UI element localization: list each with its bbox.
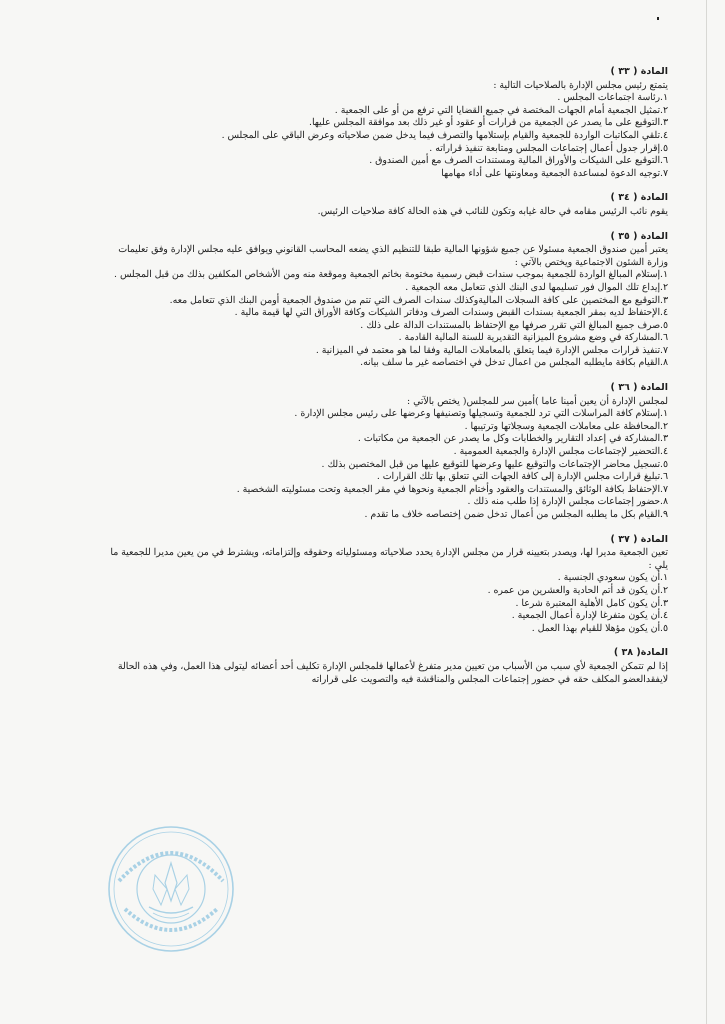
list-item: ٧.تنفيذ قرارات مجلس الإدارة فيما يتعلق بالمعاملات المالية وفقا لما هو معتمد في الميزانية .: [315, 344, 668, 356]
list-item: ٨.القيام بكافة مايطلبه المجلس من اعمال تدخل في اختصاصه غير ما سلف بيانه.: [360, 357, 668, 369]
document-body: [96, 66, 668, 698]
list-item: ٧.الإحتفاظ بكافة الوثائق والمستندات والعقود وأختام الجمعية ونحوها في مقر الجمعية وتحت مسئوليته الشخصية .: [236, 483, 668, 495]
article-heading: المادة ( ٣٤ ): [610, 192, 668, 204]
article-intro: لمجلس الإدارة أن يعين أمينا عاما )أمين سر للمجلس( يختص بالآتي :: [407, 395, 668, 407]
article-heading: المادة( ٣٨ ): [613, 647, 668, 659]
list-item: ٢.تمثيل الجمعية أمام الجهات المختصة في جميع القضايا التي ترفع من أو على الجمعية .: [334, 104, 668, 116]
list-item: ١.إستلام كافة المراسلات التي ترد للجمعية وتسجيلها وتصنيفها وعرضها على رئيس مجلس الإدارة .: [294, 408, 668, 420]
article-heading: المادة ( ٣٦ ): [610, 382, 668, 394]
article-intro: إذا لم تتمكن الجمعية لأي سبب من الأسباب من تعيين مدير متفرغ لأعمالها فلمجلس الإدارة تكليف أحد أعضائه ليتولى هذا العمل، وفي هذه الحالة لايفقدالعضو المكلف حقه في حضور إجتماعات المجلس والمناقشة فيه والتصويت على قراراته: [117, 660, 668, 685]
list-item: ١.أن يكون سعودي الجنسية .: [557, 572, 668, 584]
list-item: ٣.أن يكون كامل الأهلية المعتبرة شرعا .: [515, 597, 668, 609]
article-heading: المادة ( ٣٥ ): [610, 230, 668, 242]
list-item: ٢.أن يكون قد أتم الحادية والعشرين من عمره .: [487, 584, 668, 596]
list-item: ٣.التوقيع مع المختصين على كافة السجلات الماليةوكذلك سندات الصرف التي تتم من صندوق الجمعية أومن البنك الذي تتعامل معه.: [169, 294, 668, 306]
list-item: ٥.أن يكون مؤهلا للقيام بهذا العمل .: [531, 622, 668, 634]
article-items: [96, 408, 668, 521]
scan-speck: [657, 17, 659, 20]
list-item: ٩.القيام بكل ما يطلبه المجلس من أعمال تدخل ضمن إختصاصه خلاف ما تقدم .: [364, 509, 668, 520]
list-item: ٦.تبليغ قرارات مجلس الإدارة إلى كافة الجهات التي تتعلق بها تلك القرارات .: [376, 471, 668, 483]
article-heading: المادة ( ٣٣ ): [610, 66, 668, 77]
article-34: [96, 192, 668, 218]
article-intro: تعين الجمعية مديرا لها، ويصدر بتعيينه قرار من مجلس الإدارة يحدد صلاحياته ومسئولياته وحقوقه وإلتزاماته، ويشترط في من يعين مديرا للجمعية ما يلي :: [110, 547, 668, 571]
list-item: ٨.حضور إجتماعات مجلس الإدارة إذا طلب منه ذلك .: [467, 496, 668, 508]
article-intro: يقوم نائب الرئيس مقامه في حالة غيابه وتكون للنائب في هذه الحالة كافة صلاحيات الرئيس.: [317, 205, 668, 217]
list-item: ٣.التوقيع على ما يصدر عن الجمعية من قرارات أو عقود أو غير ذلك بعد موافقة المجلس عليها.: [308, 117, 668, 129]
article-heading: المادة ( ٣٧ ): [610, 533, 668, 545]
article-intro: يعتبر أمين صندوق الجمعية مسئولا عن جميع شؤونها المالية طبقا للتنظيم الذي يضعه المحاسب القانوني ويوافق عليه مجلس الإدارة وفق تعليمات وزارة الشئون الاجتماعية ويختص بالآتي :: [118, 244, 668, 268]
list-item: ٦.التوقيع على الشيكات والأوراق المالية ومستندات الصرف مع أمين الصندوق .: [369, 155, 668, 167]
list-item: ٤.أن يكون متفرغا لإدارة أعمال الجمعية .: [511, 610, 668, 622]
list-item: ٤.الإحتفاظ لديه بمقر الجمعية بسندات القبض وسندات الصرف ودفاتر الشيكات وكافة الأوراق التي لها قيمة مالية .: [234, 307, 668, 319]
article-36: [96, 382, 668, 522]
list-item: ٥.إقرار جدول أعمال إجتماعات المجلس ومتابعة تنفيذ قراراته .: [429, 142, 668, 154]
association-stamp: [105, 823, 237, 955]
list-item: ٤.التحضير لإجتماعات مجلس الإدارة والجمعية العمومية .: [453, 446, 668, 458]
article-items: [96, 269, 668, 370]
article-37: [96, 534, 668, 636]
article-intro: يتمتع رئيس مجلس الإدارة بالصلاحيات التالية :: [493, 79, 668, 91]
article-35: [96, 231, 668, 371]
article-items: [96, 92, 668, 180]
list-item: ٢.المحافظة على معاملات الجمعية وسجلاتها وترتيبها .: [464, 420, 668, 432]
list-item: ٤.تلقي المكاتبات الواردة للجمعية والقيام بإستلامها والتصرف فيما يدخل ضمن صلاحياته وعرض الباقي على المجلس .: [221, 129, 668, 141]
list-item: ٢.إيداع تلك الموال فور تسليمها لدى البنك الذي تتعامل معه الجمعية .: [405, 281, 668, 293]
list-item: ٥.صرف جميع المبالغ التي تقرر صرفها مع الإحتفاظ بالمستندات الدالة على ذلك .: [360, 319, 668, 331]
article-33: [96, 66, 668, 180]
list-item: ٥.تسجيل محاضر الإجتماعات والتوقيع عليها وعرضها للتوقيع عليها من قبل المختصين بذلك .: [321, 458, 668, 470]
article-38: [96, 647, 668, 686]
list-item: ١.رئاسة اجتماعات المجلس .: [557, 92, 668, 104]
article-items: [96, 572, 668, 635]
list-item: ٣.المشاركة في إعداد التقارير والخطابات وكل ما يصدر عن الجمعية من مكاتبات .: [357, 433, 668, 445]
list-item: ٧.توجيه الدعوة لمساعدة الجمعية ومعاونتها على أداء مهامها: [441, 167, 668, 179]
list-item: ٦.المشاركة في وضع مشروع الميزانية التقديرية للسنة المالية القادمة .: [398, 332, 668, 344]
page-fold-line: [706, 0, 707, 1024]
list-item: ١.إستلام المبالغ الواردة للجمعية بموجب سندات قبض رسمية مختومة بخاتم الجمعية وموقعة منه ومن الأشخاص المكلفين بذلك من قبل المجلس .: [114, 269, 668, 281]
